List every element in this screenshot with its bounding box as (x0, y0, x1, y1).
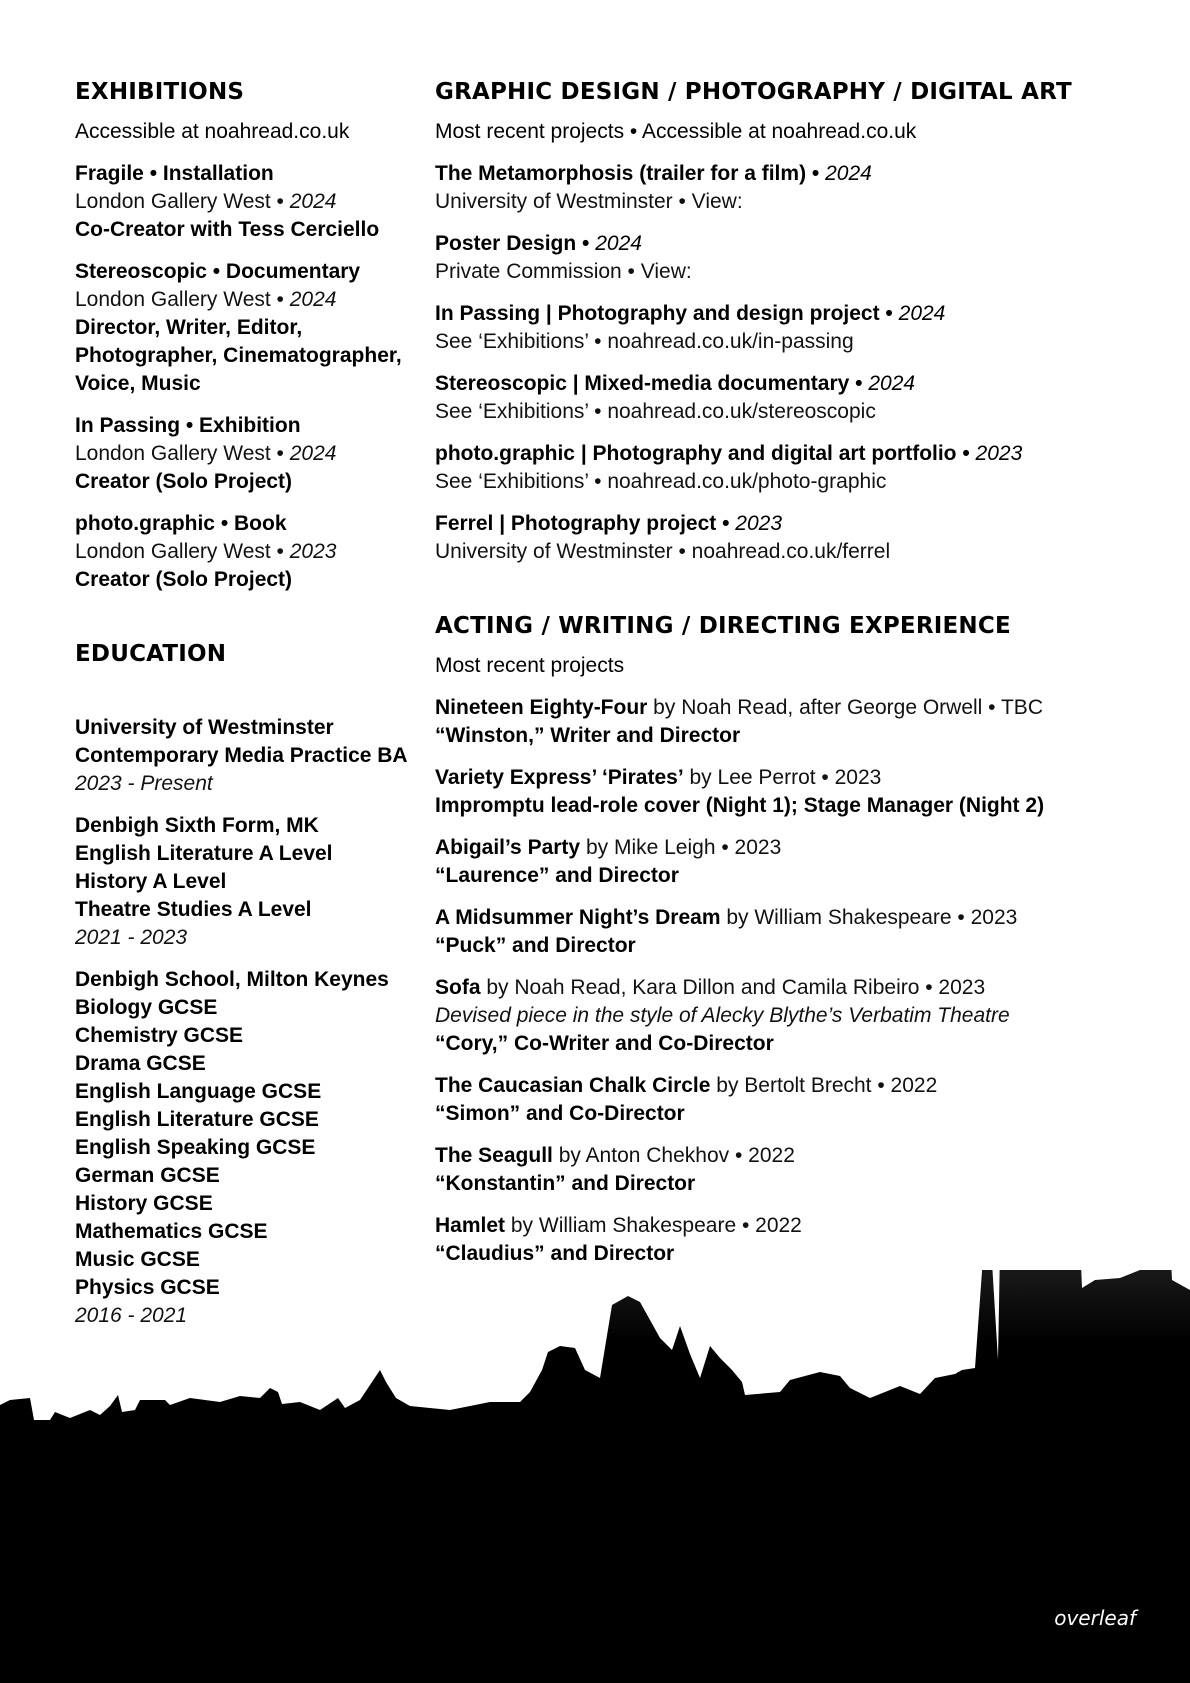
right-column (435, 76, 1155, 1268)
exhibition-venue: London Gallery West • (75, 442, 284, 465)
course-line: History A Level (75, 870, 227, 893)
graphic-heading: GRAPHIC DESIGN / PHOTOGRAPHY / DIGITAL ART (435, 79, 1072, 105)
play-role: “Winston,” Writer and Director (435, 724, 741, 747)
overleaf-brand: overleaf (1054, 1606, 1136, 1630)
course-line: English Speaking GCSE (75, 1136, 316, 1159)
course-line: Contemporary Media Practice BA (75, 744, 408, 767)
exhibition-role: Creator (Solo Project) (75, 470, 293, 493)
project-sub: See ‘Exhibitions’ • noahread.co.uk/photo-graphic (435, 470, 887, 493)
project-year: 2024 (898, 302, 946, 325)
school-name: Denbigh School, Milton Keynes (75, 968, 389, 991)
exhibition-title: In Passing • Exhibition (75, 414, 301, 437)
project-sub: See ‘Exhibitions’ • noahread.co.uk/stereoscopic (435, 400, 876, 423)
project-year: 2023 (735, 512, 783, 535)
education-dates: 2023 - Present (75, 772, 213, 795)
course-line: Drama GCSE (75, 1052, 206, 1075)
project-sub: University of Westminster • View: (435, 190, 743, 213)
exhibition-year: 2024 (289, 288, 337, 311)
play-note: Devised piece in the style of Alecky Blythe’s Verbatim Theatre (435, 1004, 1010, 1027)
exhibition-venue: London Gallery West • (75, 190, 284, 213)
play-title: Abigail’s Party (435, 836, 581, 859)
exhibition-item (75, 258, 415, 398)
exhibition-role: Creator (Solo Project) (75, 568, 293, 591)
course-line: English Language GCSE (75, 1080, 322, 1103)
course-line: Music GCSE (75, 1248, 200, 1271)
acting-item (435, 904, 1155, 960)
course-line: History GCSE (75, 1192, 213, 1215)
course-line: German GCSE (75, 1164, 220, 1187)
acting-item (435, 1072, 1155, 1128)
acting-item (435, 1212, 1155, 1268)
education-heading: EDUCATION (75, 641, 227, 667)
project-title: In Passing | Photography and design project • (435, 302, 893, 325)
course-line: Physics GCSE (75, 1276, 220, 1299)
play-author: by William Shakespeare • 2022 (505, 1214, 802, 1237)
play-author: by Noah Read, Kara Dillon and Camila Ribeiro • 2023 (480, 976, 986, 999)
project-title: Stereoscopic | Mixed-media documentary • (435, 372, 863, 395)
school-name: University of Westminster (75, 716, 334, 739)
acting-item (435, 764, 1155, 820)
project-item (435, 300, 1155, 356)
project-sub: See ‘Exhibitions’ • noahread.co.uk/in-passing (435, 330, 854, 353)
exhibitions-intro: Accessible at noahread.co.uk (75, 120, 350, 143)
project-item (435, 370, 1155, 426)
play-author: by Lee Perrot • 2023 (683, 766, 882, 789)
play-role: “Laurence” and Director (435, 864, 679, 887)
project-item (435, 230, 1155, 286)
project-sub: University of Westminster • noahread.co.uk/ferrel (435, 540, 891, 563)
course-line: English Literature GCSE (75, 1108, 319, 1131)
project-title: The Metamorphosis (trailer for a film) • (435, 162, 820, 185)
play-author: by Bertolt Brecht • 2022 (710, 1074, 938, 1097)
exhibition-year: 2023 (289, 540, 337, 563)
course-line: Chemistry GCSE (75, 1024, 244, 1047)
play-author: by William Shakespeare • 2023 (720, 906, 1018, 929)
course-line: Mathematics GCSE (75, 1220, 268, 1243)
play-author: by Anton Chekhov • 2022 (552, 1144, 795, 1167)
education-item (75, 812, 415, 952)
exhibition-item (75, 412, 415, 496)
course-line: Biology GCSE (75, 996, 218, 1019)
play-title: Variety Express’ ‘Pirates’ (435, 766, 684, 789)
project-year: 2024 (595, 232, 642, 255)
project-title: photo.graphic | Photography and digital art portfolio • (435, 442, 970, 465)
play-title: The Caucasian Chalk Circle (435, 1074, 711, 1097)
exhibitions-heading: EXHIBITIONS (75, 79, 245, 105)
play-author: by Noah Read, after George Orwell • TBC (647, 696, 1043, 719)
left-column (75, 76, 415, 1330)
project-year: 2024 (868, 372, 916, 395)
exhibition-role: Co-Creator with Tess Cerciello (75, 218, 380, 241)
play-title: The Seagull (435, 1144, 553, 1167)
education-dates: 2016 - 2021 (75, 1304, 188, 1327)
project-item (435, 510, 1155, 566)
graphic-intro: Most recent projects • Accessible at noahread.co.uk (435, 120, 917, 143)
project-title: Ferrel | Photography project • (435, 512, 730, 535)
play-title: A Midsummer Night’s Dream (435, 906, 721, 929)
play-role: “Konstantin” and Director (435, 1172, 696, 1195)
exhibition-title: Fragile • Installation (75, 162, 274, 185)
course-line: English Literature A Level (75, 842, 333, 865)
education-dates: 2021 - 2023 (75, 926, 188, 949)
project-item (435, 160, 1155, 216)
project-sub: Private Commission • View: (435, 260, 692, 283)
exhibition-year: 2024 (289, 190, 337, 213)
exhibition-year: 2024 (289, 442, 337, 465)
play-author: by Mike Leigh • 2023 (580, 836, 782, 859)
play-title: Sofa (435, 976, 481, 999)
play-title: Hamlet (435, 1214, 506, 1237)
play-role: “Simon” and Co-Director (435, 1102, 685, 1125)
acting-heading: ACTING / WRITING / DIRECTING EXPERIENCE (435, 613, 1011, 639)
acting-item (435, 694, 1155, 750)
city-skyline-image (0, 1270, 1190, 1683)
project-year: 2023 (975, 442, 1023, 465)
exhibition-title: photo.graphic • Book (75, 512, 287, 535)
acting-intro: Most recent projects (435, 654, 625, 677)
play-role: “Cory,” Co-Writer and Co-Director (435, 1032, 774, 1055)
project-title: Poster Design • (435, 232, 590, 255)
play-title: Nineteen Eighty-Four (435, 696, 648, 719)
acting-item (435, 834, 1155, 890)
exhibition-title: Stereoscopic • Documentary (75, 260, 361, 283)
acting-item (435, 974, 1155, 1058)
play-role: “Claudius” and Director (435, 1242, 675, 1265)
course-line: Theatre Studies A Level (75, 898, 312, 921)
project-item (435, 440, 1155, 496)
spacer (75, 670, 415, 700)
education-item (75, 714, 415, 798)
exhibition-role: Director, Writer, Editor, Photographer, Cinematographer, Voice, Music (75, 316, 402, 395)
school-name: Denbigh Sixth Form, MK (75, 814, 319, 837)
play-role: Impromptu lead-role cover (Night 1); Stage Manager (Night 2) (435, 794, 1045, 817)
play-role: “Puck” and Director (435, 934, 636, 957)
acting-item (435, 1142, 1155, 1198)
exhibition-venue: London Gallery West • (75, 540, 284, 563)
exhibition-item (75, 510, 415, 594)
project-year: 2024 (825, 162, 872, 185)
exhibition-venue: London Gallery West • (75, 288, 284, 311)
exhibition-item (75, 160, 415, 244)
